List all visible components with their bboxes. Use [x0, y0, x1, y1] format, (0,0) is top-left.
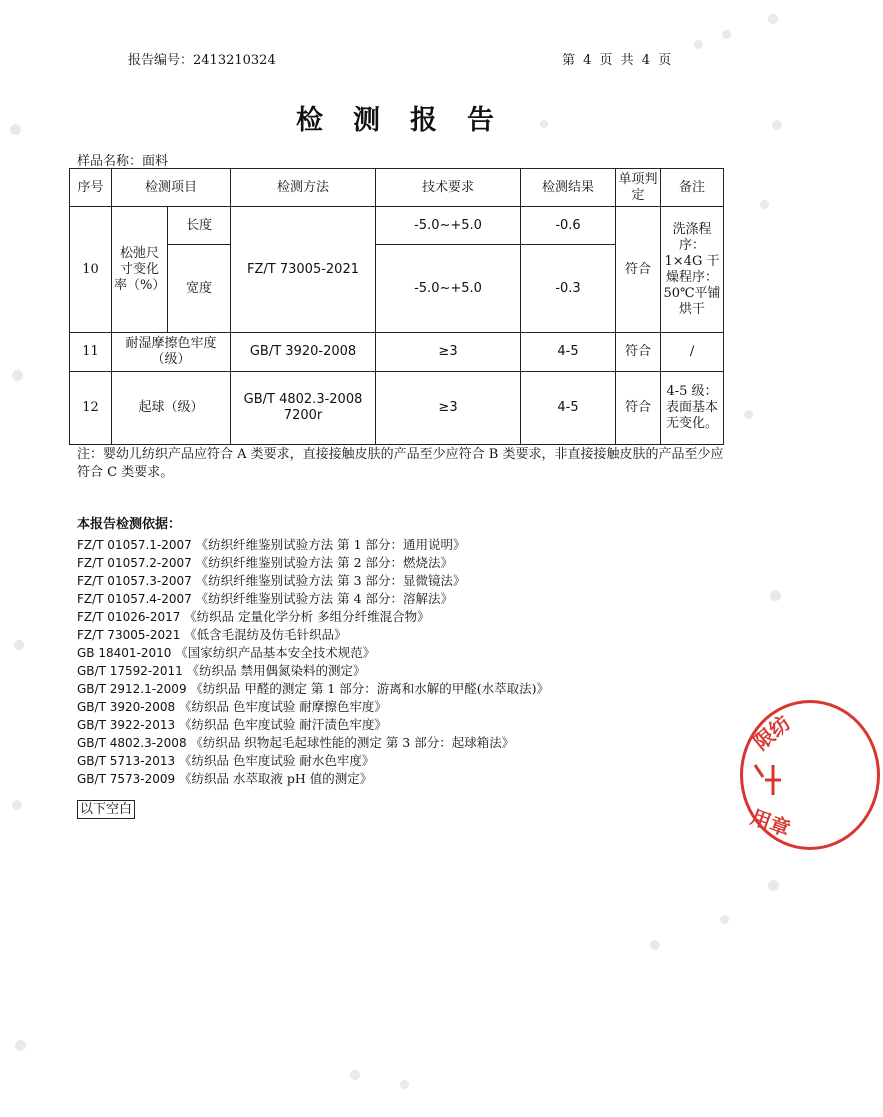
standard-code: GB/T 3920-2008	[77, 700, 179, 714]
standards-list	[77, 536, 727, 788]
watermark-dot	[12, 800, 22, 810]
report-number: 报告编号：2413210324	[128, 53, 276, 68]
watermark-dot	[350, 1070, 360, 1080]
table-note: 注：婴幼儿纺织产品应符合 A 类要求，直接接触皮肤的产品至少应符合 B 类要求，非直接接触皮肤的产品至少应符合 C 类要求。	[77, 447, 724, 480]
standard-name: 《国家纺织产品基本安全技术规范》	[175, 645, 376, 660]
row-item: 耐湿摩擦色牢度（级）	[112, 333, 231, 372]
row-remark: /	[661, 333, 724, 372]
row-method: GB/T 3920-2008	[231, 333, 376, 372]
standard-code: FZ/T 01026-2017	[77, 610, 185, 624]
standard-item	[77, 752, 727, 770]
standard-name: 《纺织品 色牢度试验 耐水色牢度》	[178, 753, 375, 768]
standard-code: GB/T 17592-2011	[77, 664, 187, 678]
row-no: 12	[70, 372, 112, 445]
watermark-dot	[768, 14, 778, 24]
watermark-dot	[760, 200, 769, 209]
standard-code: GB/T 3922-2013	[77, 718, 179, 732]
watermark-dot	[694, 40, 703, 49]
standard-code: GB/T 2912.1-2009	[77, 682, 191, 696]
row-requirement: -5.0~+5.0	[376, 207, 521, 245]
standard-code: FZ/T 01057.3-2007	[77, 574, 196, 588]
standard-item	[77, 554, 727, 572]
seal-text-bottom: 用章	[747, 804, 794, 842]
watermark-dot	[14, 640, 24, 650]
row-judgement: 符合	[616, 333, 661, 372]
standard-item	[77, 626, 727, 644]
row-result: -0.3	[521, 245, 616, 333]
row-judgement: 符合	[616, 207, 661, 333]
standard-item	[77, 716, 727, 734]
standard-item	[77, 698, 727, 716]
row-requirement: ≥3	[376, 333, 521, 372]
standard-code: GB/T 4802.3-2008	[77, 736, 191, 750]
row-remark: 洗涤程序：1×4G 干燥程序：50℃平铺烘干	[661, 207, 724, 333]
standard-item	[77, 680, 727, 698]
official-seal	[740, 700, 880, 850]
page-info: 第 4 页 共 4 页	[562, 53, 672, 68]
row-remark: 4-5 级：表面基本无变化。	[661, 372, 724, 445]
test-basis-title: 本报告检测依据：	[77, 517, 182, 532]
header-item: 检测项目	[112, 169, 231, 207]
row-judgement: 符合	[616, 372, 661, 445]
standard-item	[77, 536, 727, 554]
standard-item	[77, 590, 727, 608]
standard-code: GB/T 7573-2009	[77, 772, 179, 786]
row-item: 起球（级）	[112, 372, 231, 445]
row-sub-item: 长度	[168, 207, 231, 245]
standard-name: 《纺织品 定量化学分析 多组分纤维混合物》	[184, 609, 430, 624]
standard-code: FZ/T 01057.1-2007	[77, 538, 196, 552]
header-judgement: 单项判定	[616, 169, 661, 207]
standard-item	[77, 608, 727, 626]
row-requirement: ≥3	[376, 372, 521, 445]
sample-name: 样品名称：面料	[77, 154, 169, 169]
end-of-report-mark: 以下空白	[77, 800, 135, 819]
watermark-dot	[744, 410, 753, 419]
row-no: 10	[70, 207, 112, 333]
header-no: 序号	[70, 169, 112, 207]
row-no: 11	[70, 333, 112, 372]
header-result: 检测结果	[521, 169, 616, 207]
test-basis-section	[77, 515, 727, 788]
row-result: 4-5	[521, 372, 616, 445]
watermark-dot	[770, 590, 781, 601]
watermark-dot	[12, 370, 23, 381]
seal-mark-icon	[743, 703, 883, 853]
standard-item	[77, 734, 727, 752]
standard-name: 《纺织品 水萃取液 pH 值的测定》	[178, 771, 373, 786]
standard-code: GB/T 5713-2013	[77, 754, 179, 768]
header-remark: 备注	[661, 169, 724, 207]
standard-item	[77, 572, 727, 590]
row-item: 松弛尺寸变化率（%）	[112, 207, 168, 333]
row-sub-item: 宽度	[168, 245, 231, 333]
standard-code: FZ/T 73005-2021	[77, 628, 185, 642]
standard-name: 《纺织纤维鉴别试验方法 第 2 部分：燃烧法》	[195, 555, 453, 570]
watermark-dot	[650, 940, 660, 950]
standard-name: 《纺织品 甲醛的测定 第 1 部分：游离和水解的甲醛(水萃取法)》	[190, 681, 549, 696]
table-header-row	[70, 169, 724, 207]
table-row	[70, 333, 724, 372]
row-method: FZ/T 73005-2021	[231, 207, 376, 333]
standard-name: 《纺织纤维鉴别试验方法 第 3 部分：显微镜法》	[195, 573, 466, 588]
standard-item	[77, 644, 727, 662]
watermark-dot	[15, 1040, 26, 1051]
watermark-dot	[720, 915, 729, 924]
standard-item	[77, 662, 727, 680]
table-row	[70, 372, 724, 445]
watermark-dot	[768, 880, 779, 891]
standard-name: 《纺织品 色牢度试验 耐汗渍色牢度》	[178, 717, 387, 732]
row-result: 4-5	[521, 333, 616, 372]
watermark-dot	[722, 30, 731, 39]
standard-code: FZ/T 01057.2-2007	[77, 556, 196, 570]
seal-text-top: 限纺	[748, 710, 795, 755]
row-method: GB/T 4802.3-2008 7200r	[231, 372, 376, 445]
standard-name: 《纺织品 禁用偶氮染料的测定》	[186, 663, 366, 678]
watermark-dot	[400, 1080, 409, 1089]
standard-code: FZ/T 01057.4-2007	[77, 592, 196, 606]
row-result: -0.6	[521, 207, 616, 245]
standard-code: GB 18401-2010	[77, 646, 176, 660]
standard-name: 《纺织品 织物起毛起球性能的测定 第 3 部分：起球箱法》	[190, 735, 515, 750]
header-requirement: 技术要求	[376, 169, 521, 207]
header-method: 检测方法	[231, 169, 376, 207]
table-row	[70, 207, 724, 245]
row-requirement: -5.0~+5.0	[376, 245, 521, 333]
test-results-table	[69, 168, 724, 445]
standard-item	[77, 770, 727, 788]
standard-name: 《低含毛混纺及仿毛针织品》	[184, 627, 347, 642]
standard-name: 《纺织纤维鉴别试验方法 第 4 部分：溶解法》	[195, 591, 453, 606]
standard-name: 《纺织纤维鉴别试验方法 第 1 部分：通用说明》	[195, 537, 466, 552]
report-title: 检测报告	[296, 105, 524, 136]
standard-name: 《纺织品 色牢度试验 耐摩擦色牢度》	[178, 699, 387, 714]
